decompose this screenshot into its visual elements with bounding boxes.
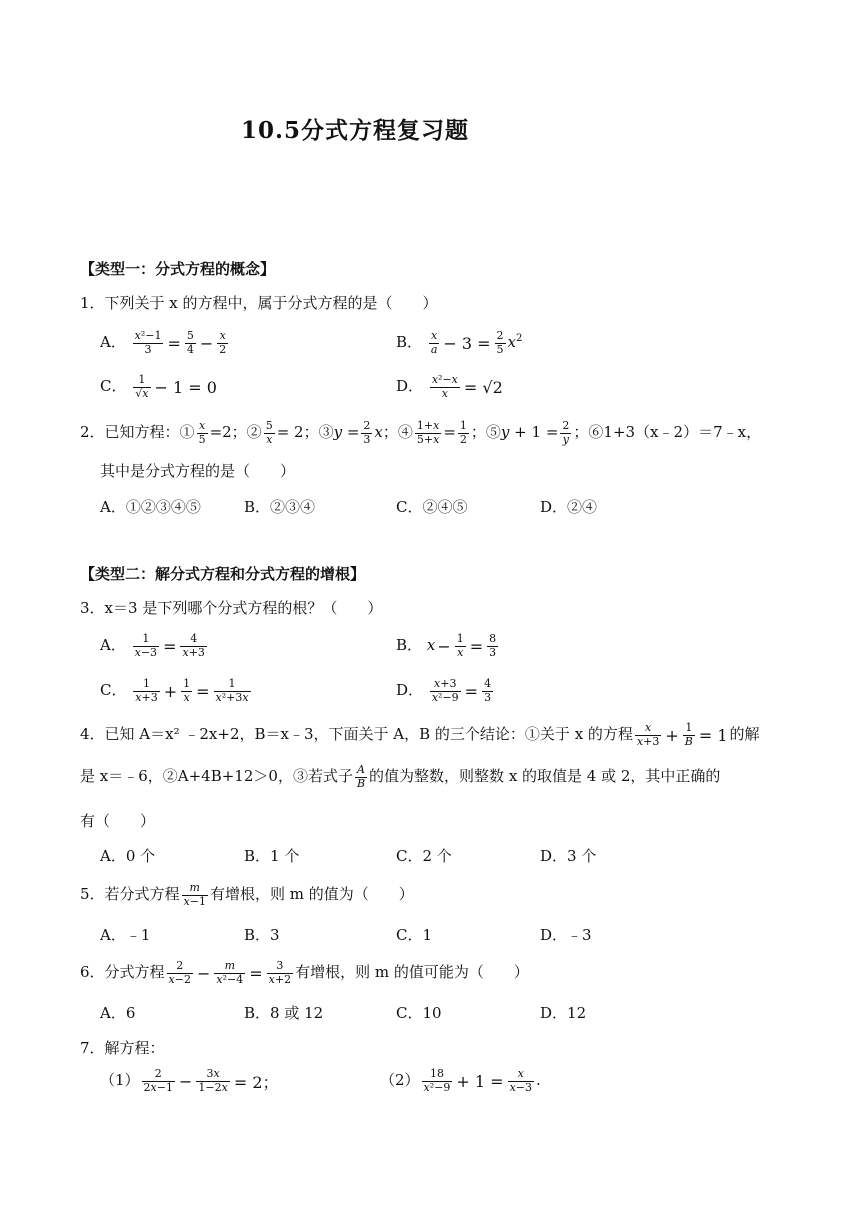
q2-option-b: B．②③④ [244, 498, 316, 516]
q3-option-d: D． $\frac{x+3}{\text{x²−9}}$ = $\frac{4}{3}$ [396, 677, 492, 704]
question-1-stem: 1．下列关于 x 的方程中，属于分式方程的是（ ） [80, 294, 438, 312]
q1-option-d: D． $\frac{\text{x²−x}}{x}$ = √2 [396, 373, 503, 400]
q7-part-1: （1） $\frac{2}{2x-1}$ − $\frac{3x}{1-2x}$ = 2； [100, 1067, 279, 1094]
q5-option-a: A．﹣1 [100, 926, 151, 944]
question-4-line-3: 有（ ） [80, 812, 156, 830]
q1-option-a: A． $\frac{\text{x²−1}}{3}$ = $\frac{5}{4}$ − $\frac{x}{2}$ [100, 329, 227, 356]
q2-option-d: D．②④ [540, 498, 598, 516]
section-heading-1: 【类型一：分式方程的概念】 [80, 260, 276, 278]
question-3-stem: 3．x＝3 是下列哪个分式方程的根？（ ） [80, 599, 383, 617]
q5-option-d: D．﹣3 [540, 926, 592, 944]
q5-option-c: C．1 [396, 926, 433, 944]
q2-option-a: A．①②③④⑤ [100, 498, 201, 516]
q1-option-c: C． $\frac{1}{√x}$ − 1 = 0 [100, 373, 217, 400]
q1-option-b: B． $\frac{x}{a}$ − 3 = $\frac{2}{5}$ $x^2$ [396, 329, 523, 356]
question-2-stem-2: 其中是分式方程的是（ ） [100, 462, 296, 480]
q7-part-2: （2） $\frac{18}{\text{x²−9}}$ + 1 = $\frac{x}{x-3}$ . [380, 1067, 541, 1094]
question-2-stem: 2．已知方程：① $\frac{x}{5}$ =2；② $\frac{5}{x}$ = 2；③y = $\frac{2}{3}$ x；④ $\frac{1+x}{5+x}$ = $\frac{1}{2}$ ；⑤y + 1 = $\frac{2}{y}$ ；⑥1+3（x﹣2）＝7﹣x， [80, 419, 762, 446]
q3-option-b: B． x − $\frac{1}{x}$ = $\frac{8}{3}$ [396, 632, 497, 659]
question-4-line-2: 是 x＝﹣6，②A+4B+12＞0，③若式子 $\frac{A}{B}$ 的值为整数，则整数 x 的取值是 4 或 2，其中正确的 [80, 763, 721, 790]
q3-option-c: C． $\frac{1}{x+3}$ + $\frac{1}{x}$ = $\frac{1}{\text{x²+3x}}$ [100, 677, 249, 704]
q2-option-c: C．②④⑤ [396, 498, 468, 516]
q5-option-b: B．3 [244, 926, 280, 944]
question-7-stem: 7．解方程： [80, 1039, 165, 1057]
q3-option-a: A． $\frac{1}{x-3}$ = $\frac{4}{x+3}$ [100, 632, 205, 659]
q4-option-c: C．2 个 [396, 847, 452, 865]
question-6-stem: 6．分式方程 $\frac{2}{x-2}$ − $\frac{m}{\text{x²−4}}$ = $\frac{3}{x+2}$ 有增根，则 m 的值可能为（ ） [80, 959, 529, 986]
q4-option-a: A．0 个 [100, 847, 156, 865]
q6-option-a: A．6 [100, 1004, 136, 1022]
page-title: 10.5分式方程复习题 [240, 117, 470, 144]
q6-option-b: B．8 或 12 [244, 1004, 324, 1022]
q6-option-c: C．10 [396, 1004, 442, 1022]
q6-option-d: D．12 [540, 1004, 587, 1022]
question-4-line-1: 4．已知 A＝x² ﹣2x+2，B＝x﹣3，下面关于 A，B 的三个结论：①关于 x 的方程 $\frac{x}{x+3}$ + $\frac{1}{B}$ = 1 的解 [80, 721, 760, 748]
q4-option-b: B．1 个 [244, 847, 300, 865]
question-5-stem: 5．若分式方程 $\frac{m}{x-1}$ 有增根，则 m 的值为（ ） [80, 881, 414, 908]
q4-option-d: D．3 个 [540, 847, 597, 865]
section-heading-2: 【类型二：解分式方程和分式方程的增根】 [80, 565, 366, 583]
